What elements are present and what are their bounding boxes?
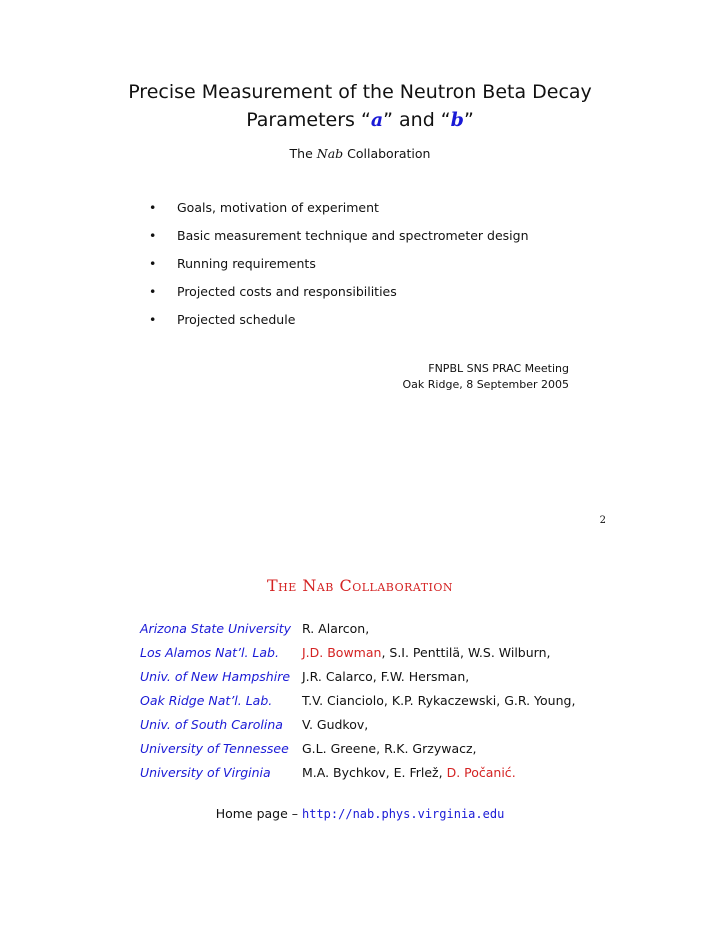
- member-name: J.R. Calarco: [302, 668, 373, 684]
- member-name: M.A. Bychkov: [302, 764, 386, 780]
- member-name: W.S. Wilburn: [468, 644, 547, 660]
- member-name: R.K. Grzywacz: [384, 740, 473, 756]
- member-name: R. Alarcon: [302, 620, 366, 636]
- meeting-info: [403, 361, 569, 393]
- meeting-location-date: Oak Ridge, 8 September 2005: [402, 378, 569, 391]
- outline-item: [145, 254, 529, 282]
- outline-item: [145, 310, 529, 338]
- bullet-icon: •: [149, 228, 157, 243]
- member-list: G.L. Greene, R.K. Grzywacz,: [302, 740, 477, 756]
- home-page-link[interactable]: http://nab.phys.virginia.edu: [302, 807, 505, 821]
- institution-name: Univ. of South Carolina: [140, 716, 283, 732]
- outline-item: [145, 198, 529, 226]
- institution-name: University of Virginia: [140, 764, 271, 780]
- institution-name: University of Tennessee: [140, 740, 289, 756]
- parameter-a: a: [370, 109, 384, 131]
- member-name: J.D. Bowman: [302, 644, 382, 660]
- collaboration-row: [140, 664, 575, 688]
- row-trailing-punctuation: ,: [465, 668, 470, 684]
- title-suffix: ”: [463, 109, 474, 131]
- parameter-b: b: [450, 109, 464, 131]
- outline-item-text: Projected costs and responsibilities: [177, 284, 397, 299]
- page-number: 2: [599, 515, 606, 526]
- member-name: F.W. Hersman: [380, 668, 466, 684]
- subtitle-suffix: Collaboration: [343, 146, 431, 161]
- member-list: T.V. Cianciolo, K.P. Rykaczewski, G.R. Young,: [302, 692, 576, 708]
- member-name: D. Počanić: [446, 764, 512, 780]
- member-name: K.P. Rykaczewski: [391, 692, 497, 708]
- outline-item: [145, 282, 529, 310]
- institution-name: Univ. of New Hampshire: [140, 668, 291, 684]
- bullet-icon: •: [149, 312, 157, 327]
- member-list: [302, 616, 575, 640]
- member-name: S.I. Penttilä: [389, 644, 461, 660]
- row-trailing-punctuation: ,: [364, 716, 369, 732]
- member-name: G.L. Greene: [302, 740, 377, 756]
- outline-item-text: Goals, motivation of experiment: [177, 200, 379, 215]
- collaboration-title: The Nab Collaboration: [266, 576, 454, 595]
- title-prefix: Parameters “: [246, 109, 371, 131]
- collaboration-row: [140, 760, 575, 784]
- collaboration-row: [140, 640, 575, 664]
- slide-title-line-2: [0, 107, 720, 133]
- collaboration-table: [140, 616, 575, 784]
- outline-item: [145, 226, 529, 254]
- title-mid: ” and “: [383, 109, 451, 131]
- collaboration-row: [140, 688, 575, 712]
- row-trailing-punctuation: ,: [365, 620, 370, 636]
- row-trailing-punctuation: .: [511, 764, 516, 780]
- collaboration-row: [140, 736, 575, 760]
- institution-name: Arizona State University: [140, 620, 292, 636]
- member-name: T.V. Cianciolo: [302, 692, 384, 708]
- member-list: J.D. Bowman, S.I. Penttilä, W.S. Wilburn,: [302, 644, 551, 660]
- outline-item-text: Basic measurement technique and spectrometer design: [177, 228, 529, 243]
- outline-list: [145, 198, 529, 338]
- collaboration-row: [140, 712, 575, 736]
- outline-item-text: Running requirements: [177, 256, 316, 271]
- member-list: M.A. Bychkov, E. Frlež, D. Počanić.: [302, 764, 516, 780]
- slide-title-line-1: Precise Measurement of the Neutron Beta Decay: [128, 81, 592, 103]
- bullet-icon: •: [149, 200, 157, 215]
- home-page-line: [0, 806, 720, 821]
- member-list: [302, 712, 575, 736]
- bullet-icon: •: [149, 284, 157, 299]
- home-page-label: Home page –: [215, 806, 302, 821]
- institution-name: Oak Ridge Nat’l. Lab.: [140, 692, 273, 708]
- collaboration-row: [140, 616, 575, 640]
- member-list: J.R. Calarco, F.W. Hersman,: [302, 668, 470, 684]
- row-trailing-punctuation: ,: [472, 740, 477, 756]
- bullet-icon: •: [149, 256, 157, 271]
- row-trailing-punctuation: ,: [546, 644, 551, 660]
- member-name: V. Gudkov: [302, 716, 365, 732]
- subtitle-prefix: The: [289, 146, 317, 161]
- collaboration-subtitle: [0, 146, 720, 161]
- subtitle-nab: Nab: [316, 146, 344, 161]
- institution-name: Los Alamos Nat’l. Lab.: [140, 644, 279, 660]
- member-name: E. Frlež: [393, 764, 439, 780]
- member-name: G.R. Young: [504, 692, 572, 708]
- row-trailing-punctuation: ,: [571, 692, 576, 708]
- meeting-name: FNPBL SNS PRAC Meeting: [428, 362, 569, 375]
- outline-item-text: Projected schedule: [177, 312, 296, 327]
